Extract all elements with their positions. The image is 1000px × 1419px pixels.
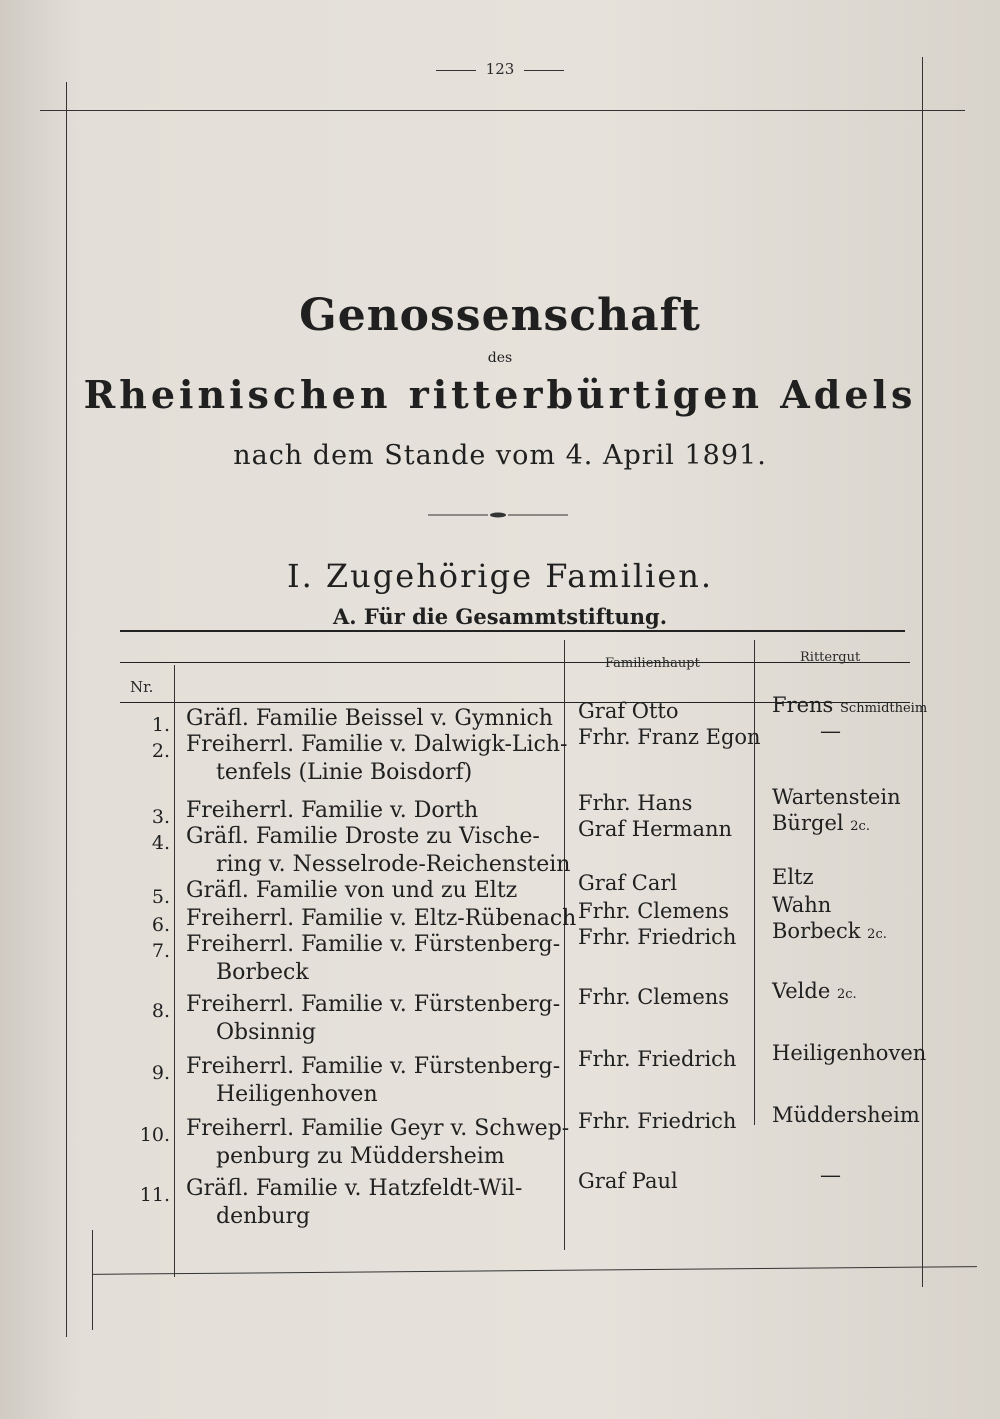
estate-name: Wahn [772, 893, 832, 917]
estate-extra: Schmidtheim [840, 701, 928, 716]
table-top-rule [120, 630, 905, 632]
estate-name: Müddersheim [772, 1103, 920, 1127]
page-number-dash-left [436, 70, 476, 71]
estate [772, 692, 927, 722]
family-name-continuation: denburg [216, 1204, 311, 1229]
title-connector: des [487, 350, 513, 366]
family-head: Frhr. Hans [578, 791, 693, 815]
estate-name: — [820, 719, 841, 743]
row-number: 1. [151, 714, 170, 736]
family-name: Freiherrl. Familie Geyr v. Schwep- [186, 1116, 570, 1141]
header-family-head: Familienhaupt [605, 656, 700, 671]
section-heading: I. Zugehörige Familien. [286, 557, 714, 595]
estate [772, 810, 870, 840]
estate-name: Heiligenhoven [772, 1041, 927, 1065]
table-header-upper-rule [120, 662, 910, 663]
family-head: Graf Carl [578, 871, 678, 895]
header-estate: Rittergut [800, 650, 861, 665]
frame-line-bottom-left [92, 1230, 93, 1330]
family-name: Freiherrl. Familie v. Eltz-Rübenach [186, 906, 577, 931]
estate [820, 718, 841, 744]
page-number-dash-right [524, 70, 564, 71]
family-name: Freiherrl. Familie v. Fürstenberg- [186, 1054, 561, 1079]
estate [772, 784, 901, 810]
header-nr: Nr. [130, 678, 154, 696]
estate [772, 1040, 926, 1066]
row-number: 4. [151, 832, 170, 854]
ornament-divider [428, 512, 568, 518]
estate-extra: 2c. [850, 819, 870, 834]
family-name-continuation: ring v. Nesselrode-Reichenstein [216, 852, 571, 877]
family-name: Gräfl. Familie von und zu Eltz [186, 878, 518, 903]
estate-name: Eltz [772, 865, 814, 889]
estate [772, 892, 831, 918]
family-name-continuation: Heiligenhoven [216, 1082, 378, 1107]
frame-line-top [40, 110, 965, 111]
family-head: Graf Paul [578, 1169, 678, 1193]
estate-name: Borbeck [772, 919, 861, 943]
row-number: 9. [151, 1062, 170, 1084]
estate-name: Wartenstein [772, 785, 901, 809]
page-number-text: 123 [485, 60, 515, 78]
row-number: 3. [151, 806, 170, 828]
estate-name: Velde [772, 979, 831, 1003]
estate [772, 1102, 920, 1128]
estate [772, 978, 857, 1008]
family-head: Graf Hermann [578, 817, 733, 841]
family-head: Frhr. Friedrich [578, 925, 737, 949]
document-title: Genossenschaft [299, 290, 701, 341]
estate-name: Frens [772, 693, 834, 717]
table-divider-nr [174, 665, 175, 1277]
frame-line-right [922, 57, 923, 1287]
estate-name: — [820, 1163, 841, 1187]
estate-name: Bürgel [772, 811, 844, 835]
row-number: 6. [151, 914, 170, 936]
family-name: Gräfl. Familie Droste zu Vische- [186, 824, 540, 849]
family-name: Gräfl. Familie v. Hatzfeldt-Wil- [186, 1176, 523, 1201]
family-head: Frhr. Clemens [578, 985, 730, 1009]
row-number: 11. [139, 1184, 170, 1206]
family-name-continuation: tenfels (Linie Boisdorf) [216, 760, 473, 785]
row-number: 10. [139, 1124, 170, 1146]
family-name-continuation: Obsinnig [216, 1020, 316, 1045]
family-name: Freiherrl. Familie v. Fürstenberg- [186, 992, 561, 1017]
date-line: nach dem Stande vom 4. April 1891. [233, 440, 767, 471]
estate-extra: 2c. [867, 927, 887, 942]
family-head: Frhr. Franz Egon [578, 725, 761, 749]
estate [820, 1162, 841, 1188]
family-head: Frhr. Friedrich [578, 1109, 737, 1133]
family-name-continuation: penburg zu Müddersheim [216, 1144, 505, 1169]
page-number [0, 60, 1000, 78]
family-head: Frhr. Friedrich [578, 1047, 737, 1071]
estate [772, 918, 887, 948]
family-head: Graf Otto [578, 699, 679, 723]
estate-extra: 2c. [836, 987, 857, 1002]
family-name: Freiherrl. Familie v. Dorth [186, 798, 479, 823]
frame-line-left [66, 82, 67, 1337]
row-number: 5. [151, 886, 170, 908]
family-name: Gräfl. Familie Beissel v. Gymnich [186, 706, 553, 731]
family-name: Freiherrl. Familie v. Dalwigk-Lich- [186, 732, 568, 757]
families-table [120, 630, 928, 1280]
row-number: 8. [151, 1000, 170, 1022]
document-subtitle: Rheinischen ritterbürtigen Adels [83, 372, 917, 417]
row-number: 7. [151, 940, 170, 962]
table-divider-estate [754, 640, 755, 1125]
sub-section-heading: A. Für die Gesammtstiftung. [332, 604, 668, 629]
family-name: Freiherrl. Familie v. Fürstenberg- [186, 932, 561, 957]
estate [772, 864, 814, 890]
row-number: 2. [151, 740, 170, 762]
family-head: Frhr. Clemens [578, 899, 730, 923]
family-name-continuation: Borbeck [216, 960, 309, 985]
